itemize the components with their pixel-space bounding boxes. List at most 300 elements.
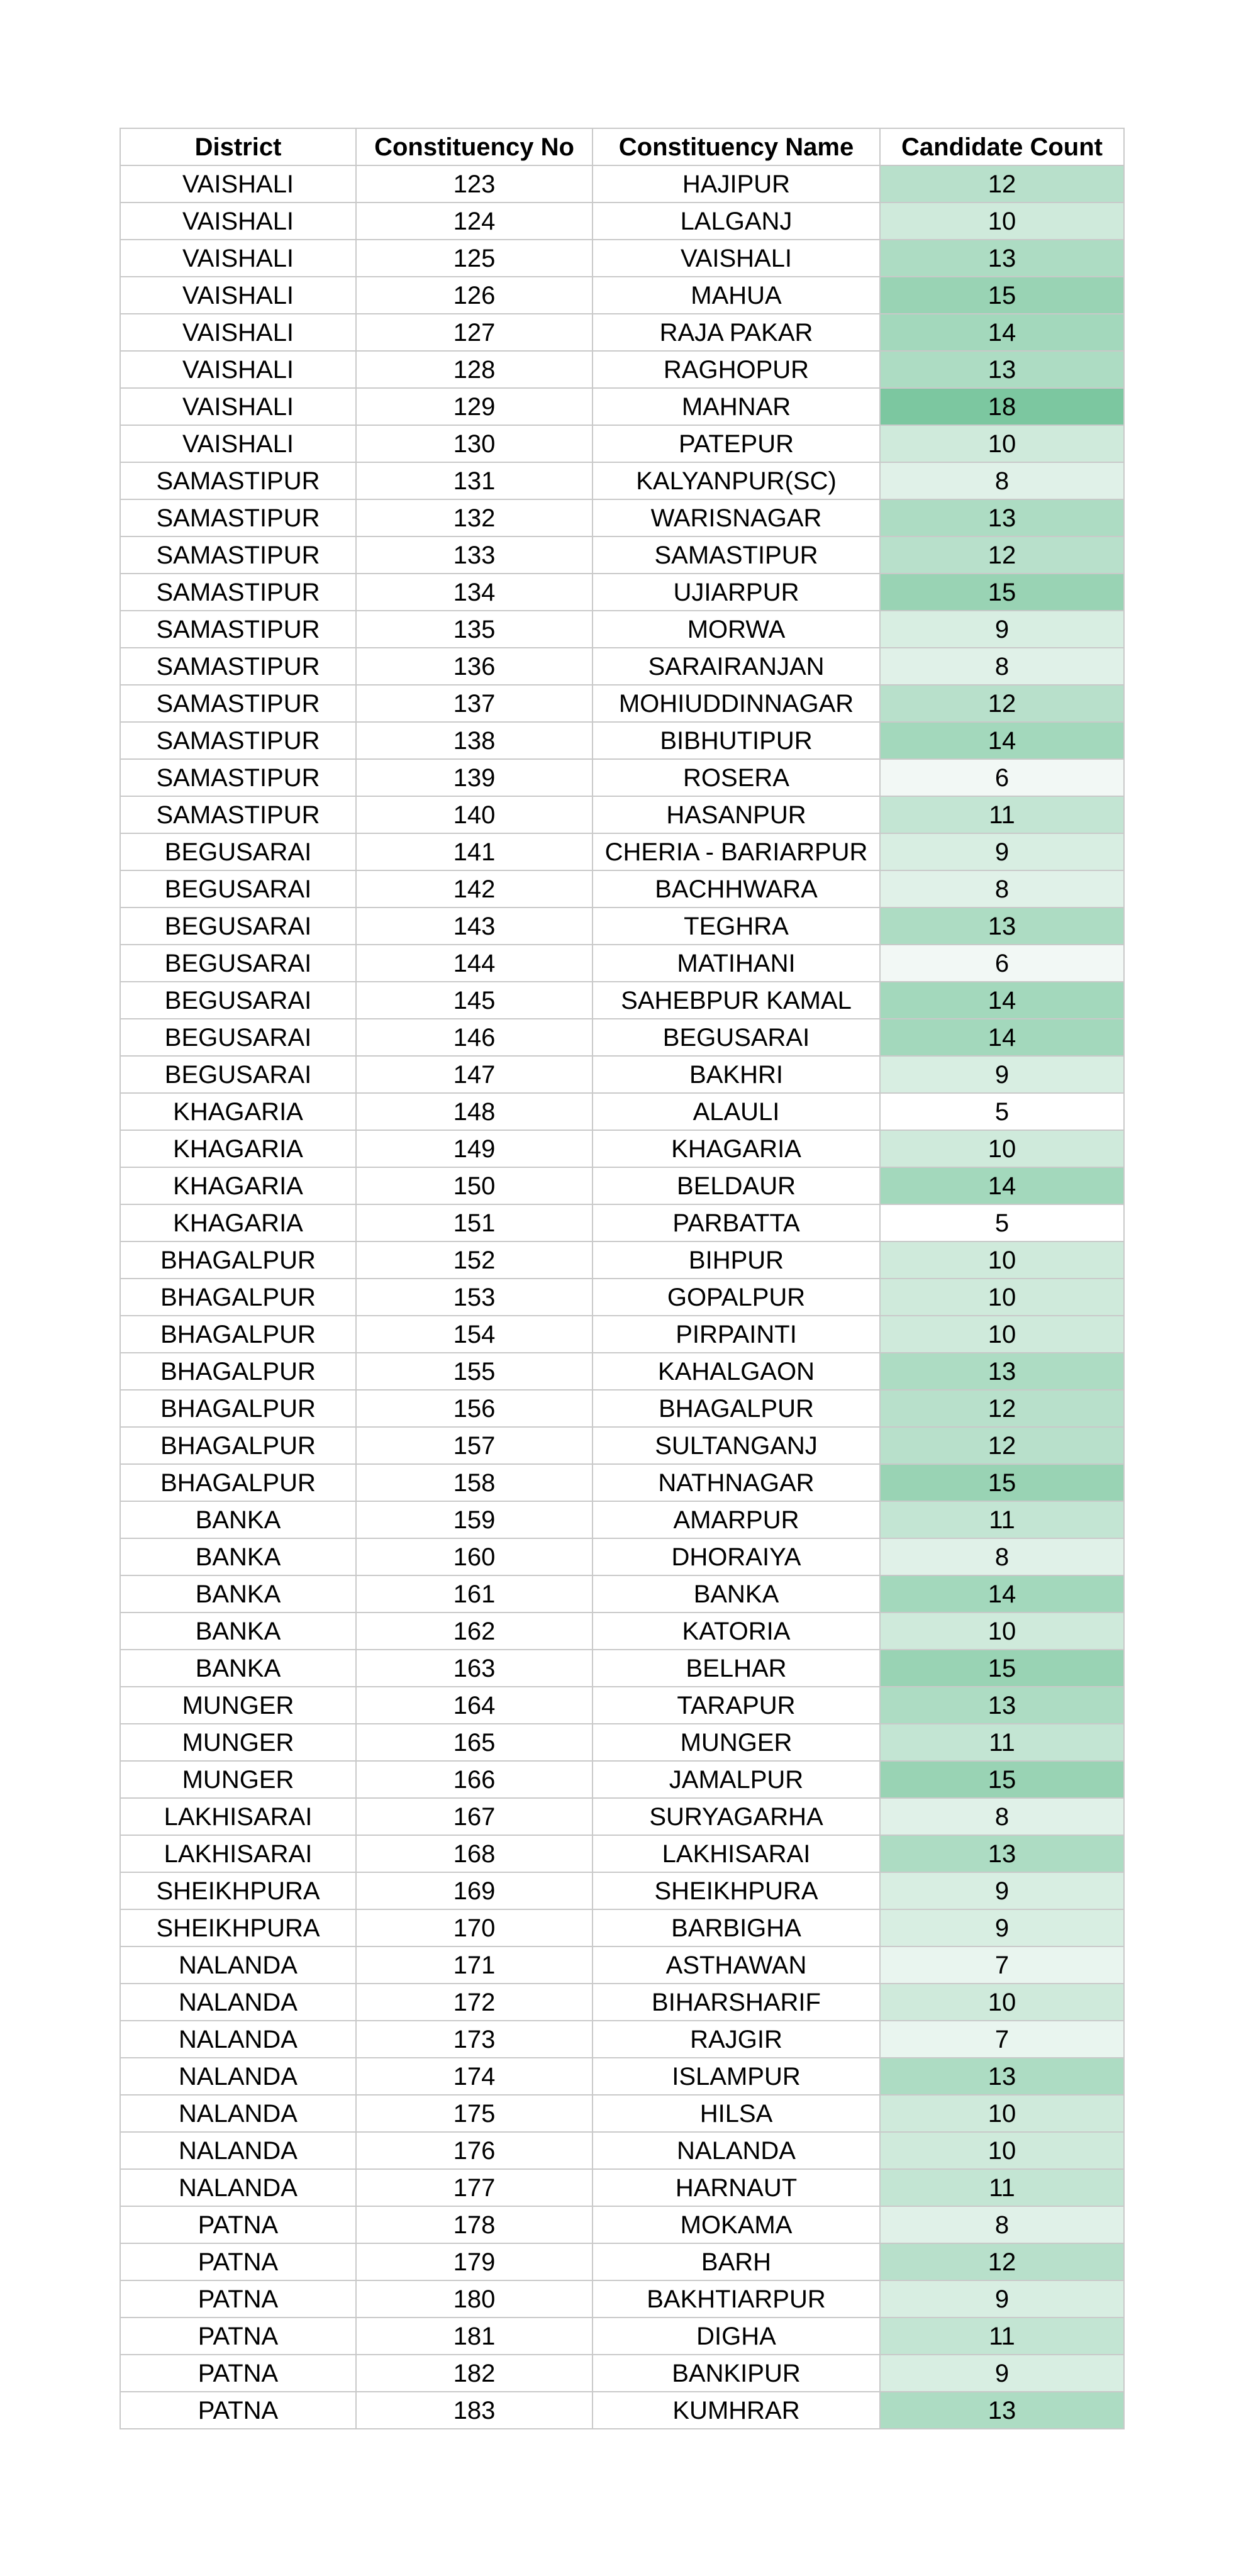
candidate-count-cell: 7 — [880, 2021, 1124, 2058]
district-cell: PATNA — [120, 2206, 356, 2243]
constituency-name-cell: HASANPUR — [593, 796, 880, 833]
constituency-name-cell: NATHNAGAR — [593, 1464, 880, 1501]
constituency-no-cell: 164 — [356, 1687, 593, 1724]
district-cell: VAISHALI — [120, 388, 356, 425]
constituency-name-cell: SAHEBPUR KAMAL — [593, 982, 880, 1019]
constituency-no-cell: 148 — [356, 1093, 593, 1130]
constituency-no-cell: 131 — [356, 462, 593, 499]
constituency-no-cell: 166 — [356, 1761, 593, 1798]
constituency-no-cell: 126 — [356, 277, 593, 314]
candidate-count-cell: 8 — [880, 2206, 1124, 2243]
candidate-count-cell: 13 — [880, 1687, 1124, 1724]
constituency-name-cell: BAKHTIARPUR — [593, 2280, 880, 2318]
candidate-count-cell: 6 — [880, 759, 1124, 796]
district-cell: SAMASTIPUR — [120, 722, 356, 759]
constituency-no-cell: 142 — [356, 870, 593, 908]
constituency-name-cell: HAJIPUR — [593, 165, 880, 203]
table-row — [120, 1019, 1124, 1056]
constituency-name-cell: SULTANGANJ — [593, 1427, 880, 1464]
district-cell: BEGUSARAI — [120, 870, 356, 908]
candidate-count-cell: 9 — [880, 1909, 1124, 1946]
district-cell: SAMASTIPUR — [120, 499, 356, 536]
table-row — [120, 462, 1124, 499]
constituency-name-cell: KAHALGAON — [593, 1353, 880, 1390]
district-cell: PATNA — [120, 2243, 356, 2280]
constituency-no-cell: 125 — [356, 240, 593, 277]
table-row — [120, 1984, 1124, 2021]
table-row — [120, 1798, 1124, 1835]
constituency-name-cell: BHAGALPUR — [593, 1390, 880, 1427]
table-row — [120, 2206, 1124, 2243]
district-cell: VAISHALI — [120, 277, 356, 314]
table-row — [120, 1909, 1124, 1946]
constituency-name-cell: WARISNAGAR — [593, 499, 880, 536]
table-row — [120, 2318, 1124, 2355]
district-cell: NALANDA — [120, 2132, 356, 2169]
table-row — [120, 1056, 1124, 1093]
constituency-no-cell: 163 — [356, 1650, 593, 1687]
table-row — [120, 796, 1124, 833]
constituency-no-cell: 152 — [356, 1241, 593, 1279]
constituency-no-cell: 154 — [356, 1316, 593, 1353]
candidate-count-cell: 12 — [880, 536, 1124, 574]
district-cell: VAISHALI — [120, 203, 356, 240]
constituency-no-cell: 165 — [356, 1724, 593, 1761]
constituency-name-cell: GOPALPUR — [593, 1279, 880, 1316]
district-cell: NALANDA — [120, 2169, 356, 2206]
district-cell: SAMASTIPUR — [120, 685, 356, 722]
table-row — [120, 1464, 1124, 1501]
candidate-count-cell: 9 — [880, 2280, 1124, 2318]
constituency-name-cell: KUMHRAR — [593, 2392, 880, 2429]
table-row — [120, 1946, 1124, 1984]
district-cell: BANKA — [120, 1650, 356, 1687]
candidate-count-cell: 9 — [880, 1056, 1124, 1093]
district-cell: NALANDA — [120, 1984, 356, 2021]
candidate-count-cell: 12 — [880, 2243, 1124, 2280]
constituency-no-cell: 161 — [356, 1575, 593, 1613]
candidate-count-cell: 10 — [880, 2132, 1124, 2169]
table-row — [120, 1575, 1124, 1613]
candidate-count-cell: 10 — [880, 1984, 1124, 2021]
candidate-count-cell: 10 — [880, 2095, 1124, 2132]
constituency-name-cell: MOHIUDDINNAGAR — [593, 685, 880, 722]
constituency-no-cell: 157 — [356, 1427, 593, 1464]
constituency-no-cell: 168 — [356, 1835, 593, 1872]
district-cell: NALANDA — [120, 1946, 356, 1984]
candidate-count-cell: 8 — [880, 1798, 1124, 1835]
district-cell: BHAGALPUR — [120, 1316, 356, 1353]
candidate-count-cell: 15 — [880, 1761, 1124, 1798]
constituency-no-cell: 173 — [356, 2021, 593, 2058]
table-row — [120, 1538, 1124, 1575]
district-cell: PATNA — [120, 2392, 356, 2429]
constituency-no-cell: 153 — [356, 1279, 593, 1316]
table-row — [120, 240, 1124, 277]
district-cell: SAMASTIPUR — [120, 759, 356, 796]
constituency-name-cell: LALGANJ — [593, 203, 880, 240]
constituency-name-cell: SHEIKHPURA — [593, 1872, 880, 1909]
district-cell: VAISHALI — [120, 351, 356, 388]
constituency-no-cell: 134 — [356, 574, 593, 611]
constituency-no-cell: 149 — [356, 1130, 593, 1167]
table-row — [120, 536, 1124, 574]
district-cell: MUNGER — [120, 1687, 356, 1724]
district-cell: LAKHISARAI — [120, 1798, 356, 1835]
candidate-count-cell: 14 — [880, 314, 1124, 351]
constituency-name-cell: UJIARPUR — [593, 574, 880, 611]
district-cell: SAMASTIPUR — [120, 796, 356, 833]
table-row — [120, 722, 1124, 759]
constituency-name-cell: LAKHISARAI — [593, 1835, 880, 1872]
candidate-count-cell: 10 — [880, 1613, 1124, 1650]
table-row — [120, 1279, 1124, 1316]
table-row — [120, 1687, 1124, 1724]
candidate-count-cell: 13 — [880, 2058, 1124, 2095]
constituency-name-cell: TEGHRA — [593, 908, 880, 945]
district-cell: NALANDA — [120, 2058, 356, 2095]
constituency-no-cell: 140 — [356, 796, 593, 833]
constituency-no-cell: 136 — [356, 648, 593, 685]
constituency-name-cell: HARNAUT — [593, 2169, 880, 2206]
district-cell: BEGUSARAI — [120, 1019, 356, 1056]
candidate-count-cell: 13 — [880, 351, 1124, 388]
candidate-count-cell: 13 — [880, 1835, 1124, 1872]
candidate-count-cell: 7 — [880, 1946, 1124, 1984]
district-cell: BEGUSARAI — [120, 982, 356, 1019]
table-row — [120, 1241, 1124, 1279]
constituency-table — [120, 128, 1125, 2429]
candidate-count-cell: 8 — [880, 870, 1124, 908]
district-cell: SAMASTIPUR — [120, 648, 356, 685]
candidate-count-cell: 10 — [880, 1241, 1124, 1279]
constituency-no-cell: 170 — [356, 1909, 593, 1946]
constituency-name-cell: BANKIPUR — [593, 2355, 880, 2392]
constituency-no-cell: 151 — [356, 1204, 593, 1241]
district-cell: SAMASTIPUR — [120, 536, 356, 574]
table-row — [120, 1316, 1124, 1353]
table-row — [120, 1130, 1124, 1167]
candidate-count-cell: 18 — [880, 388, 1124, 425]
candidate-count-cell: 15 — [880, 574, 1124, 611]
district-cell: SHEIKHPURA — [120, 1872, 356, 1909]
district-cell: BHAGALPUR — [120, 1241, 356, 1279]
table-row — [120, 685, 1124, 722]
candidate-count-cell: 12 — [880, 1427, 1124, 1464]
constituency-no-cell: 137 — [356, 685, 593, 722]
table-row — [120, 945, 1124, 982]
constituency-no-cell: 179 — [356, 2243, 593, 2280]
header-row — [120, 128, 1124, 165]
table-row — [120, 1872, 1124, 1909]
district-cell: VAISHALI — [120, 425, 356, 462]
column-header-constituency-no: Constituency No — [356, 128, 593, 165]
candidate-count-cell: 13 — [880, 1353, 1124, 1390]
district-cell: PATNA — [120, 2318, 356, 2355]
table-row — [120, 277, 1124, 314]
constituency-name-cell: KHAGARIA — [593, 1130, 880, 1167]
candidate-count-cell: 13 — [880, 908, 1124, 945]
candidate-count-cell: 14 — [880, 722, 1124, 759]
table-row — [120, 2355, 1124, 2392]
table-row — [120, 425, 1124, 462]
table-row — [120, 314, 1124, 351]
table-row — [120, 388, 1124, 425]
constituency-name-cell: MAHNAR — [593, 388, 880, 425]
table-row — [120, 2243, 1124, 2280]
table-row — [120, 1390, 1124, 1427]
constituency-name-cell: ASTHAWAN — [593, 1946, 880, 1984]
constituency-name-cell: RAGHOPUR — [593, 351, 880, 388]
constituency-name-cell: MORWA — [593, 611, 880, 648]
constituency-no-cell: 180 — [356, 2280, 593, 2318]
constituency-name-cell: BAKHRI — [593, 1056, 880, 1093]
district-cell: VAISHALI — [120, 240, 356, 277]
constituency-no-cell: 155 — [356, 1353, 593, 1390]
constituency-name-cell: BELDAUR — [593, 1167, 880, 1204]
candidate-count-cell: 11 — [880, 2318, 1124, 2355]
constituency-name-cell: MOKAMA — [593, 2206, 880, 2243]
column-header-candidate-count: Candidate Count — [880, 128, 1124, 165]
table-row — [120, 1761, 1124, 1798]
column-header-constituency-name: Constituency Name — [593, 128, 880, 165]
district-cell: BEGUSARAI — [120, 908, 356, 945]
district-cell: BEGUSARAI — [120, 833, 356, 870]
candidate-count-cell: 11 — [880, 1724, 1124, 1761]
candidate-count-cell: 14 — [880, 1167, 1124, 1204]
candidate-count-cell: 14 — [880, 1575, 1124, 1613]
constituency-no-cell: 147 — [356, 1056, 593, 1093]
constituency-no-cell: 176 — [356, 2132, 593, 2169]
district-cell: PATNA — [120, 2280, 356, 2318]
table-row — [120, 499, 1124, 536]
constituency-no-cell: 169 — [356, 1872, 593, 1909]
constituency-no-cell: 156 — [356, 1390, 593, 1427]
constituency-name-cell: BELHAR — [593, 1650, 880, 1687]
constituency-no-cell: 159 — [356, 1501, 593, 1538]
constituency-no-cell: 178 — [356, 2206, 593, 2243]
table-row — [120, 1167, 1124, 1204]
constituency-name-cell: MUNGER — [593, 1724, 880, 1761]
constituency-name-cell: BIHPUR — [593, 1241, 880, 1279]
constituency-no-cell: 177 — [356, 2169, 593, 2206]
candidate-count-cell: 13 — [880, 499, 1124, 536]
candidate-count-cell: 10 — [880, 1279, 1124, 1316]
candidate-count-cell: 8 — [880, 1538, 1124, 1575]
constituency-name-cell: ISLAMPUR — [593, 2058, 880, 2095]
candidate-count-cell: 11 — [880, 1501, 1124, 1538]
table-row — [120, 203, 1124, 240]
constituency-no-cell: 172 — [356, 1984, 593, 2021]
constituency-name-cell: NALANDA — [593, 2132, 880, 2169]
district-cell: KHAGARIA — [120, 1093, 356, 1130]
candidate-count-cell: 14 — [880, 982, 1124, 1019]
constituency-name-cell: SURYAGARHA — [593, 1798, 880, 1835]
district-cell: BHAGALPUR — [120, 1390, 356, 1427]
candidate-count-cell: 14 — [880, 1019, 1124, 1056]
constituency-no-cell: 132 — [356, 499, 593, 536]
constituency-name-cell: JAMALPUR — [593, 1761, 880, 1798]
constituency-no-cell: 129 — [356, 388, 593, 425]
constituency-name-cell: RAJA PAKAR — [593, 314, 880, 351]
table-row — [120, 611, 1124, 648]
district-cell: SAMASTIPUR — [120, 462, 356, 499]
constituency-no-cell: 138 — [356, 722, 593, 759]
constituency-no-cell: 139 — [356, 759, 593, 796]
district-cell: BANKA — [120, 1501, 356, 1538]
candidate-count-cell: 9 — [880, 833, 1124, 870]
constituency-name-cell: BARH — [593, 2243, 880, 2280]
constituency-no-cell: 160 — [356, 1538, 593, 1575]
table-row — [120, 648, 1124, 685]
constituency-name-cell: BEGUSARAI — [593, 1019, 880, 1056]
candidate-count-cell: 5 — [880, 1093, 1124, 1130]
column-header-district: District — [120, 128, 356, 165]
district-cell: BHAGALPUR — [120, 1279, 356, 1316]
constituency-name-cell: AMARPUR — [593, 1501, 880, 1538]
candidate-count-cell: 11 — [880, 2169, 1124, 2206]
constituency-name-cell: VAISHALI — [593, 240, 880, 277]
table-row — [120, 2058, 1124, 2095]
constituency-name-cell: MAHUA — [593, 277, 880, 314]
table-row — [120, 1093, 1124, 1130]
district-cell: MUNGER — [120, 1761, 356, 1798]
table-row — [120, 1427, 1124, 1464]
district-cell: LAKHISARAI — [120, 1835, 356, 1872]
constituency-name-cell: KATORIA — [593, 1613, 880, 1650]
constituency-name-cell: ROSERA — [593, 759, 880, 796]
constituency-name-cell: MATIHANI — [593, 945, 880, 982]
constituency-name-cell: DIGHA — [593, 2318, 880, 2355]
constituency-no-cell: 181 — [356, 2318, 593, 2355]
candidate-count-cell: 8 — [880, 648, 1124, 685]
district-cell: NALANDA — [120, 2021, 356, 2058]
table-row — [120, 2021, 1124, 2058]
constituency-no-cell: 162 — [356, 1613, 593, 1650]
constituency-no-cell: 133 — [356, 536, 593, 574]
constituency-no-cell: 174 — [356, 2058, 593, 2095]
table-row — [120, 870, 1124, 908]
table-body — [120, 165, 1124, 2429]
constituency-no-cell: 145 — [356, 982, 593, 1019]
candidate-count-cell: 13 — [880, 2392, 1124, 2429]
candidate-count-cell: 10 — [880, 203, 1124, 240]
constituency-no-cell: 183 — [356, 2392, 593, 2429]
constituency-name-cell: DHORAIYA — [593, 1538, 880, 1575]
candidate-count-cell: 13 — [880, 240, 1124, 277]
constituency-name-cell: TARAPUR — [593, 1687, 880, 1724]
candidate-count-cell: 15 — [880, 1464, 1124, 1501]
district-cell: SAMASTIPUR — [120, 574, 356, 611]
constituency-name-cell: BIBHUTIPUR — [593, 722, 880, 759]
candidate-count-cell: 12 — [880, 1390, 1124, 1427]
candidate-count-cell: 11 — [880, 796, 1124, 833]
constituency-no-cell: 158 — [356, 1464, 593, 1501]
table-row — [120, 1613, 1124, 1650]
constituency-name-cell: PATEPUR — [593, 425, 880, 462]
table-row — [120, 165, 1124, 203]
constituency-name-cell: BACHHWARA — [593, 870, 880, 908]
constituency-name-cell: BIHARSHARIF — [593, 1984, 880, 2021]
table-row — [120, 1650, 1124, 1687]
candidate-count-cell: 12 — [880, 685, 1124, 722]
candidate-count-cell: 9 — [880, 2355, 1124, 2392]
candidate-count-cell: 9 — [880, 611, 1124, 648]
constituency-name-cell: SAMASTIPUR — [593, 536, 880, 574]
candidate-count-cell: 6 — [880, 945, 1124, 982]
candidate-count-cell: 10 — [880, 1316, 1124, 1353]
district-cell: NALANDA — [120, 2095, 356, 2132]
table-row — [120, 1724, 1124, 1761]
district-cell: BEGUSARAI — [120, 1056, 356, 1093]
table-row — [120, 351, 1124, 388]
constituency-no-cell: 175 — [356, 2095, 593, 2132]
constituency-no-cell: 143 — [356, 908, 593, 945]
district-cell: BANKA — [120, 1613, 356, 1650]
constituency-name-cell: KALYANPUR(SC) — [593, 462, 880, 499]
constituency-name-cell: BANKA — [593, 1575, 880, 1613]
constituency-name-cell: HILSA — [593, 2095, 880, 2132]
district-cell: VAISHALI — [120, 314, 356, 351]
district-cell: KHAGARIA — [120, 1130, 356, 1167]
district-cell: BHAGALPUR — [120, 1427, 356, 1464]
constituency-name-cell: RAJGIR — [593, 2021, 880, 2058]
district-cell: VAISHALI — [120, 165, 356, 203]
district-cell: BANKA — [120, 1538, 356, 1575]
constituency-name-cell: SARAIRANJAN — [593, 648, 880, 685]
district-cell: BEGUSARAI — [120, 945, 356, 982]
district-cell: SHEIKHPURA — [120, 1909, 356, 1946]
district-cell: MUNGER — [120, 1724, 356, 1761]
constituency-no-cell: 150 — [356, 1167, 593, 1204]
district-cell: BANKA — [120, 1575, 356, 1613]
candidate-count-cell: 12 — [880, 165, 1124, 203]
district-cell: KHAGARIA — [120, 1204, 356, 1241]
constituency-no-cell: 123 — [356, 165, 593, 203]
constituency-name-cell: BARBIGHA — [593, 1909, 880, 1946]
table-row — [120, 2095, 1124, 2132]
constituency-name-cell: PIRPAINTI — [593, 1316, 880, 1353]
constituency-no-cell: 141 — [356, 833, 593, 870]
table-row — [120, 2132, 1124, 2169]
district-cell: BHAGALPUR — [120, 1353, 356, 1390]
constituency-no-cell: 130 — [356, 425, 593, 462]
table-row — [120, 2392, 1124, 2429]
district-cell: KHAGARIA — [120, 1167, 356, 1204]
table-row — [120, 1204, 1124, 1241]
constituency-name-cell: CHERIA - BARIARPUR — [593, 833, 880, 870]
candidate-count-cell: 9 — [880, 1872, 1124, 1909]
candidate-count-cell: 15 — [880, 277, 1124, 314]
constituency-no-cell: 144 — [356, 945, 593, 982]
constituency-no-cell: 182 — [356, 2355, 593, 2392]
table-header — [120, 128, 1124, 165]
constituency-no-cell: 127 — [356, 314, 593, 351]
district-cell: SAMASTIPUR — [120, 611, 356, 648]
candidate-count-cell: 10 — [880, 1130, 1124, 1167]
table-row — [120, 982, 1124, 1019]
table-row — [120, 1501, 1124, 1538]
constituency-no-cell: 124 — [356, 203, 593, 240]
district-cell: BHAGALPUR — [120, 1464, 356, 1501]
table-row — [120, 2280, 1124, 2318]
candidate-count-cell: 10 — [880, 425, 1124, 462]
constituency-name-cell: PARBATTA — [593, 1204, 880, 1241]
candidate-count-cell: 8 — [880, 462, 1124, 499]
constituency-no-cell: 146 — [356, 1019, 593, 1056]
table-row — [120, 2169, 1124, 2206]
candidate-count-cell: 5 — [880, 1204, 1124, 1241]
